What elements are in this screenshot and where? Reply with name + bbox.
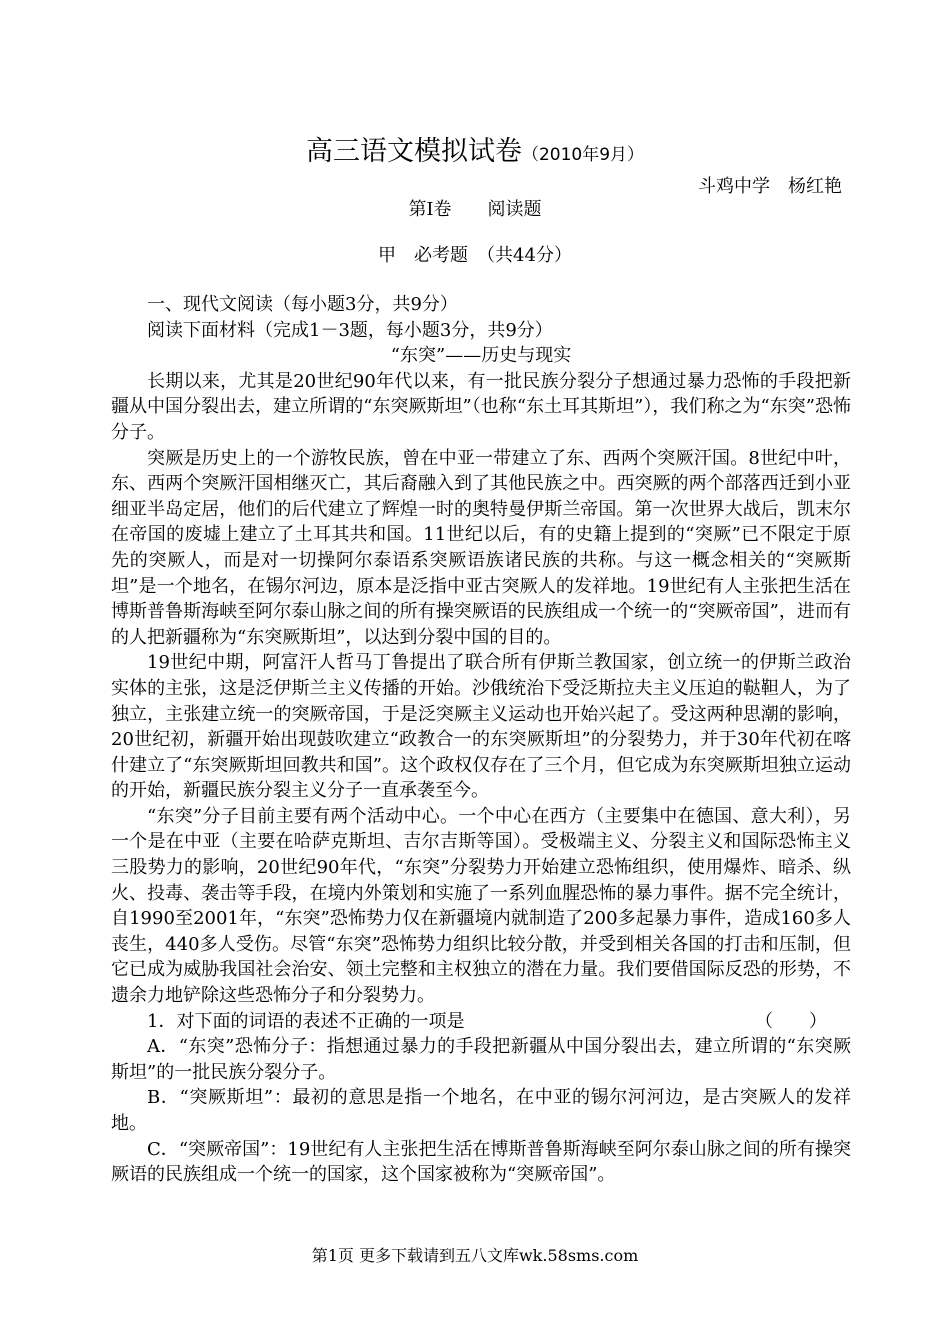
option-b: B．“突厥斯坦”：最初的意思是指一个地名，在中亚的锡尔河河边，是古突厥人的发祥地。 [111, 1087, 851, 1134]
section-heading: 甲 必考题 （共44分） [378, 245, 572, 266]
title-date: （2010年9月） [521, 145, 645, 165]
body-text [111, 292, 851, 1188]
page-title [0, 134, 950, 173]
part1-instruction: 阅读下面材料（完成1－3题，每小题3分，共9分） [147, 319, 553, 341]
title-main: 高三语文模拟试卷 [305, 136, 522, 167]
passage-paragraph: 19世纪中期，阿富汗人哲马丁鲁提出了联合所有伊斯兰教国家，创立统一的伊斯兰政治实体的主张，这是泛伊斯兰主义传播的开始。沙俄统治下受泛斯拉夫主义压迫的鞑靼人，为了独立，主张建立统一的突厥帝国，于是泛突厥主义运动也开始兴起了。受这两种思潮的影响，20世纪初，新疆开始出现鼓吹建立“政教合一的东突厥斯坦”的分裂势力，并于30年代初在喀什建立了“东突厥斯坦回教共和国”。这个政权仅存在了三个月，但它成为东突厥斯坦独立运动的开始，新疆民族分裂主义分子一直承袭至今。 [111, 652, 851, 802]
passage-paragraph: “东突”分子目前主要有两个活动中心。一个中心在西方（主要集中在德国、意大利），另一个是在中亚（主要在哈萨克斯坦、吉尔吉斯等国）。受极端主义、分裂主义和国际恐怖主义三股势力的影响，20世纪90年代，“东突”分裂势力开始建立恐怖组织，使用爆炸、暗杀、纵火、投毒、袭击等手段，在境内外策划和实施了一系列血腥恐怖的暴力事件。据不完全统计，自1990至2001年，“东突”恐怖势力仅在新疆境内就制造了200多起暴力事件，造成160多人丧生，440多人受伤。尽管“东突”恐怖势力组织比较分散，并受到相关各国的打击和压制，但它已成为威胁我国社会治安、领土完整和主权独立的潜在力量。我们要借国际反恐的形势，不遗余力地铲除这些恐怖分子和分裂势力。 [111, 805, 851, 1007]
passage-paragraph: 长期以来，尤其是20世纪90年代以来，有一批民族分裂分子想通过暴力恐怖的手段把新疆从中国分裂出去，建立所谓的“东突厥斯坦”（也称“东土耳其斯坦”），我们称之为“东突”恐怖分子。 [111, 370, 851, 443]
part1-heading: 一、现代文阅读（每小题3分，共9分） [147, 294, 458, 315]
author-line: 斗鸡中学 杨红艳 [698, 176, 842, 197]
answer-blank: （ ） [755, 1010, 827, 1032]
page-footer: 第1页 更多下载请到五八文库wk.58sms.com [311, 1246, 639, 1265]
option-c: C．“突厥帝国”：19世纪有人主张把生活在博斯普鲁斯海峡至阿尔泰山脉之间的所有操突厥语的民族组成一个统一的国家，这个国家被称为“突厥帝国”。 [111, 1138, 851, 1186]
question-1-stem: 1．对下面的词语的表述不正确的一项是 [147, 1010, 465, 1032]
question-1 [111, 1009, 851, 1035]
option-a: A．“东突”恐怖分子：指想通过暴力的手段把新疆从中国分裂出去，建立所谓的“东突厥斯坦”的一批民族分裂分子。 [111, 1036, 851, 1083]
volume-heading: 第Ⅰ卷 阅读题 [408, 199, 542, 220]
passage-title: “东突”——历史与现实 [390, 345, 572, 367]
passage-paragraph: 突厥是历史上的一个游牧民族，曾在中亚一带建立了东、西两个突厥汗国。8世纪中叶，东、西两个突厥汗国相继灭亡，其后裔融入到了其他民族之中。西突厥的两个部落西迁到小亚细亚半岛定居，他们的后代建立了辉煌一时的奥特曼伊斯兰帝国。第一次世界大战后，凯末尔在帝国的废墟上建立了土耳其共和国。11世纪以后，有的史籍上提到的“突厥”已不限定于原先的突厥人，而是对一切操阿尔泰语系突厥语族诸民族的共称。与这一概念相关的“突厥斯坦”是一个地名，在锡尔河边，原本是泛指中亚古突厥人的发祥地。19世纪有人主张把生活在博斯普鲁斯海峡至阿尔泰山脉之间的所有操突厥语的民族组成一个统一的“突厥帝国”，进而有的人把新疆称为“东突厥斯坦”，以达到分裂中国的目的。 [111, 447, 851, 648]
